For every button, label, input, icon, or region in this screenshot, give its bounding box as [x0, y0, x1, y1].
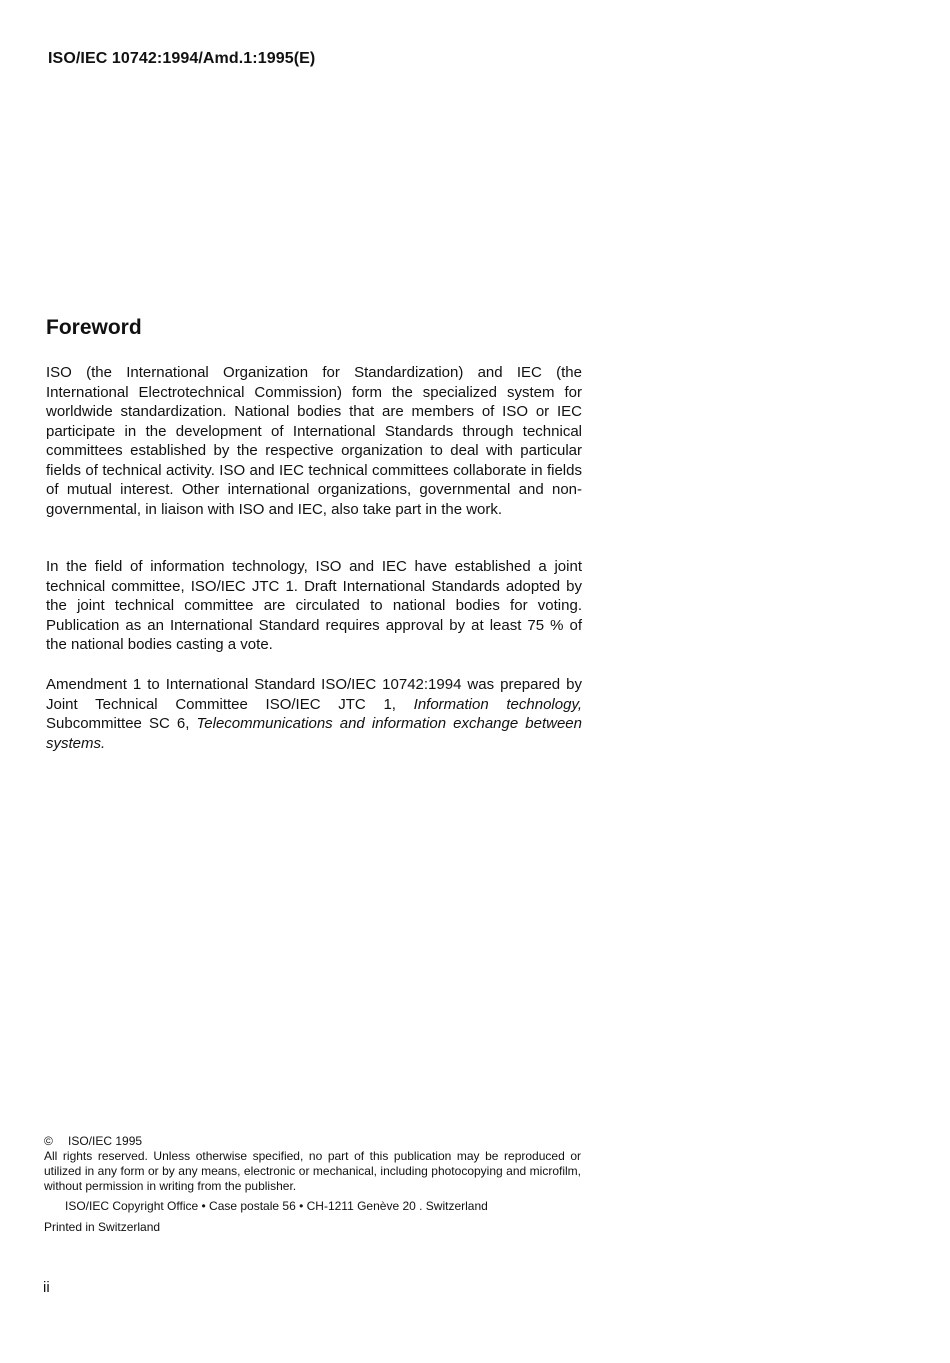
document-reference: ISO/IEC 10742:1994/Amd.1:1995(E)	[48, 50, 316, 67]
paragraph-3-lead: Amendment 1 to International Standard ISO/IEC 10742:1994 was prepared by Joint Technical Committee ISO/IEC JTC 1,	[46, 676, 582, 713]
printed-location: Printed in Switzerland	[44, 1220, 161, 1234]
subject-telecommunications: Telecommunications and information exchange between systems.	[46, 715, 582, 752]
rights-notice: All rights reserved. Unless otherwise specified, no part of this publication may be reproduced or utilized in any form or by any means, electronic or mechanical, including photocopying and microfilm, without permission in writing from the publisher.	[44, 1149, 581, 1193]
copyright-holder: ISO/IEC 1995	[68, 1134, 143, 1148]
copyright-symbol: ©	[44, 1134, 53, 1148]
copyright-line	[44, 1134, 581, 1149]
paragraph-3-subcommittee: Subcommittee SC 6,	[46, 715, 197, 732]
subject-information-technology: Information technology,	[413, 695, 582, 713]
page-number: ii	[43, 1279, 50, 1296]
foreword-heading: Foreword	[46, 316, 142, 339]
foreword-paragraph-1: ISO (the International Organization for Standardization) and IEC (the International Electrotechnical Commission) form the specialized system for worldwide standardization. National bodies that are members of ISO or IEC participate in the development of International Standards through technical committees established by the respective organization to deal with particular fields of technical activity. ISO and IEC technical committees collaborate in fields of mutual interest. Other international organizations, governmental and non-governmental, in liaison with ISO and IEC, also take part in the work.	[46, 364, 582, 518]
foreword-paragraph-2: In the field of information technology, ISO and IEC have established a joint technical committee, ISO/IEC JTC 1. Draft International Standards adopted by the joint technical committee are circulated to national bodies for voting. Publication as an International Standard requires approval by at least 75 % of the national bodies casting a vote.	[46, 558, 582, 653]
copyright-block	[44, 1134, 581, 1235]
copyright-office-address: ISO/IEC Copyright Office • Case postale 56 • CH-1211 Genève 20 . Switzerland	[65, 1199, 488, 1213]
foreword-paragraph-3	[46, 675, 582, 753]
